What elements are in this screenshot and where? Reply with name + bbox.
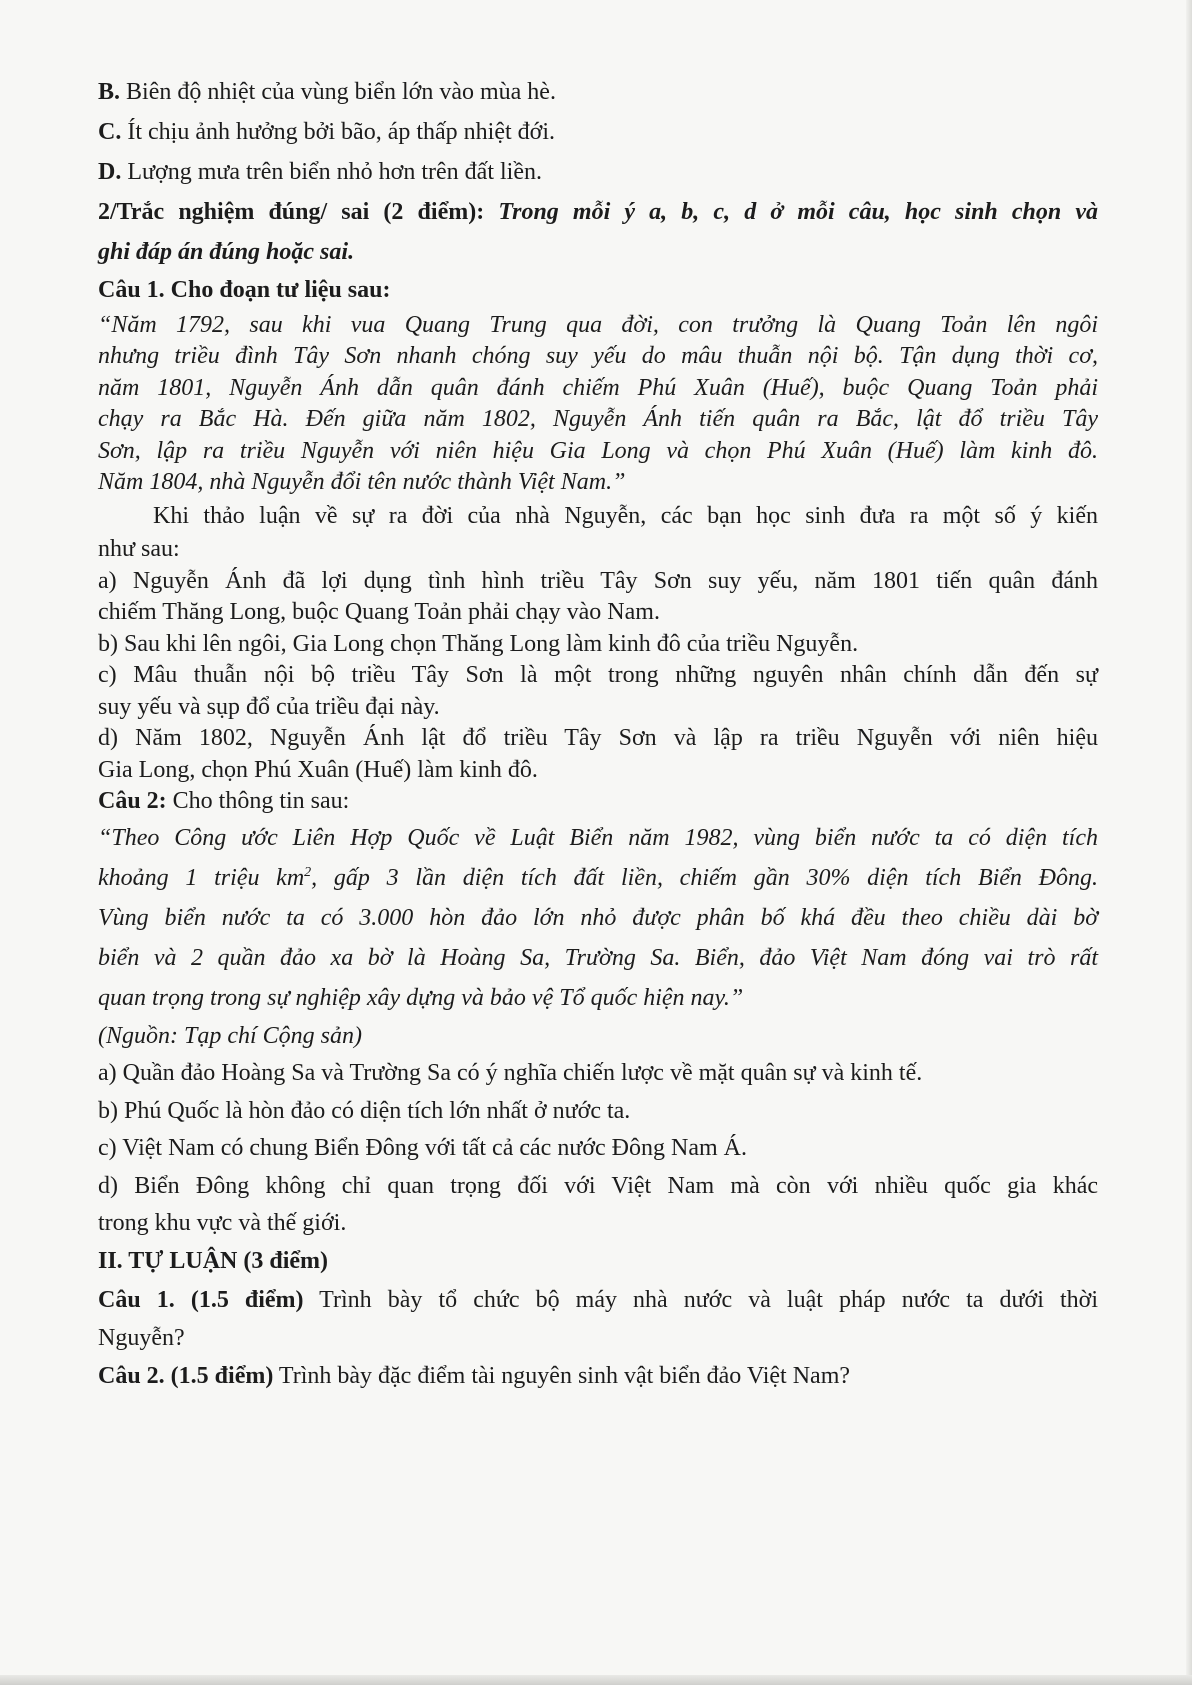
q2-quote-line: biển và 2 quần đảo xa bờ là Hoàng Sa, Trường Sa. Biển, đảo Việt Nam đóng vai trò rất [98,944,1098,971]
q2-statement-line: d) Biển Đông không chỉ quan trọng đối với Việt Nam mà còn với nhiều quốc gia khác [98,1172,1098,1199]
option-c-label: C. [98,119,122,145]
q2-label: Câu 2: [98,788,167,814]
q2-quote-area-rest: , gấp 3 lần diện tích đất liền, chiếm gần 30% diện tích Biển Đông. [311,864,1098,891]
option-d-label: D. [98,159,122,185]
q1-heading: Câu 1. Cho đoạn tư liệu sau: [98,277,391,303]
section2-instruction-2: ghi đáp án đúng hoặc sai. [98,239,355,265]
q1-quote-line: “Năm 1792, sau khi vua Quang Trung qua đời, con trưởng là Quang Toản lên ngôi [98,311,1098,338]
q1-intro-1: Khi thảo luận về sự ra đời của nhà Nguyễn, các bạn học sinh đưa ra một số ý kiến [153,502,1098,529]
option-c [98,112,1098,152]
essay-q1-label: Câu 1. (1.5 điểm) [98,1287,304,1313]
q2-statement-line: a) Quần đảo Hoàng Sa và Trường Sa có ý nghĩa chiến lược về mặt quân sự và kinh tế. [98,1060,923,1086]
q2-statement-line: c) Việt Nam có chung Biển Đông với tất cả các nước Đông Nam Á. [98,1135,747,1161]
q1-intro-2: như sau: [98,536,180,562]
q2-quote-line: “Theo Công ước Liên Hợp Quốc về Luật Biển năm 1982, vùng biển nước ta có diện tích [98,824,1098,851]
q2-heading-text: Cho thông tin sau: [166,788,350,814]
q1-statement-line: b) Sau khi lên ngôi, Gia Long chọn Thăng Long làm kinh đô của triều Nguyễn. [98,630,859,657]
q1-quote-line: chạy ra Bắc Hà. Đến giữa năm 1802, Nguyễn Ánh tiến quân ra Bắc, lật đổ triều Tây [98,406,1098,432]
essay-q1-text: Trình bày tổ chức bộ máy nhà nước và luật pháp nước ta dưới thời [303,1287,1098,1313]
q1-statement-line: a) Nguyễn Ánh đã lợi dụng tình hình triều Tây Sơn suy yếu, năm 1801 tiến quân đánh [98,567,1098,594]
essay-heading: II. TỰ LUẬN (3 điểm) [98,1247,329,1274]
section2-heading-line [98,192,1098,232]
q1-quote-line: năm 1801, Nguyễn Ánh dẫn quân đánh chiếm Phú Xuân (Huế), buộc Quang Toản phải [98,374,1098,401]
option-d-text: Lượng mưa trên biển nhỏ hơn trên đất liền. [121,159,542,185]
q2-statement-line: b) Phú Quốc là hòn đảo có diện tích lớn nhất ở nước ta. [98,1097,631,1124]
q1-quote-line: Sơn, lập ra triều Nguyễn với niên hiệu Gia Long và chọn Phú Xuân (Huế) làm kinh đô. [98,437,1098,464]
q1-quote [98,310,1098,499]
q2-quote-area: khoảng 1 triệu km [98,864,305,891]
exam-page [98,72,1098,1395]
scan-edge-right [1186,0,1192,1685]
q1-statements [98,566,1098,787]
q1-quote-line: Năm 1804, nhà Nguyễn đổi tên nước thành Việt Nam.” [98,469,626,495]
q2-statements [98,1055,1098,1243]
option-b-label: B. [98,79,121,105]
option-c-text: Ít chịu ảnh hưởng bởi bão, áp thấp nhiệt đới. [121,119,556,145]
section2-heading: 2/Trắc nghiệm đúng/ sai (2 điểm): [98,199,485,225]
q2-heading [98,786,1098,818]
scan-edge-bottom [0,1675,1192,1685]
essay-q2-text: Trình bày đặc điểm tài nguyên sinh vật biển đảo Việt Nam? [273,1362,851,1389]
option-d [98,152,1098,192]
q1-statement-line: chiếm Thăng Long, buộc Quang Toản phải chạy vào Nam. [98,599,660,625]
q2-quote-line: quan trọng trong sự nghiệp xây dựng và bảo vệ Tổ quốc hiện nay.” [98,984,744,1011]
essay-q1 [98,1280,1098,1320]
essay-q1-cont: Nguyễn? [98,1325,185,1351]
q1-statement-line: Gia Long, chọn Phú Xuân (Huế) làm kinh đô. [98,756,538,783]
q1-statement-line: suy yếu và sụp đổ của triều đại này. [98,693,440,720]
q2-source: (Nguồn: Tạp chí Cộng sản) [98,1022,362,1049]
essay-q2 [98,1358,1098,1396]
q1-statement-line: c) Mâu thuẫn nội bộ triều Tây Sơn là một trong những nguyên nhân chính dẫn đến sự [98,662,1098,688]
q2-quote-line: Vùng biển nước ta có 3.000 hòn đảo lớn nhỏ được phân bố khá đều theo chiều dài bờ [98,904,1098,931]
option-b [98,72,1098,112]
q1-quote-line: nhưng triều đình Tây Sơn nhanh chóng suy yếu do mâu thuẫn nội bộ. Tận dụng thời cơ, [98,343,1098,369]
section2-instruction-1: Trong mỗi ý a, b, c, d ở mỗi câu, học sinh chọn và [498,199,1099,225]
q1-statement-line: d) Năm 1802, Nguyễn Ánh lật đổ triều Tây Sơn và lập ra triều Nguyễn với niên hiệu [98,725,1098,751]
option-b-text: Biên độ nhiệt của vùng biển lớn vào mùa hè. [120,79,556,105]
q2-quote-superscript: 2 [304,864,312,880]
q2-quote [98,818,1098,1018]
q2-quote-line [98,858,1098,898]
essay-q2-label: Câu 2. (1.5 điểm) [98,1362,274,1389]
q2-statement-line: trong khu vực và thế giới. [98,1210,347,1236]
